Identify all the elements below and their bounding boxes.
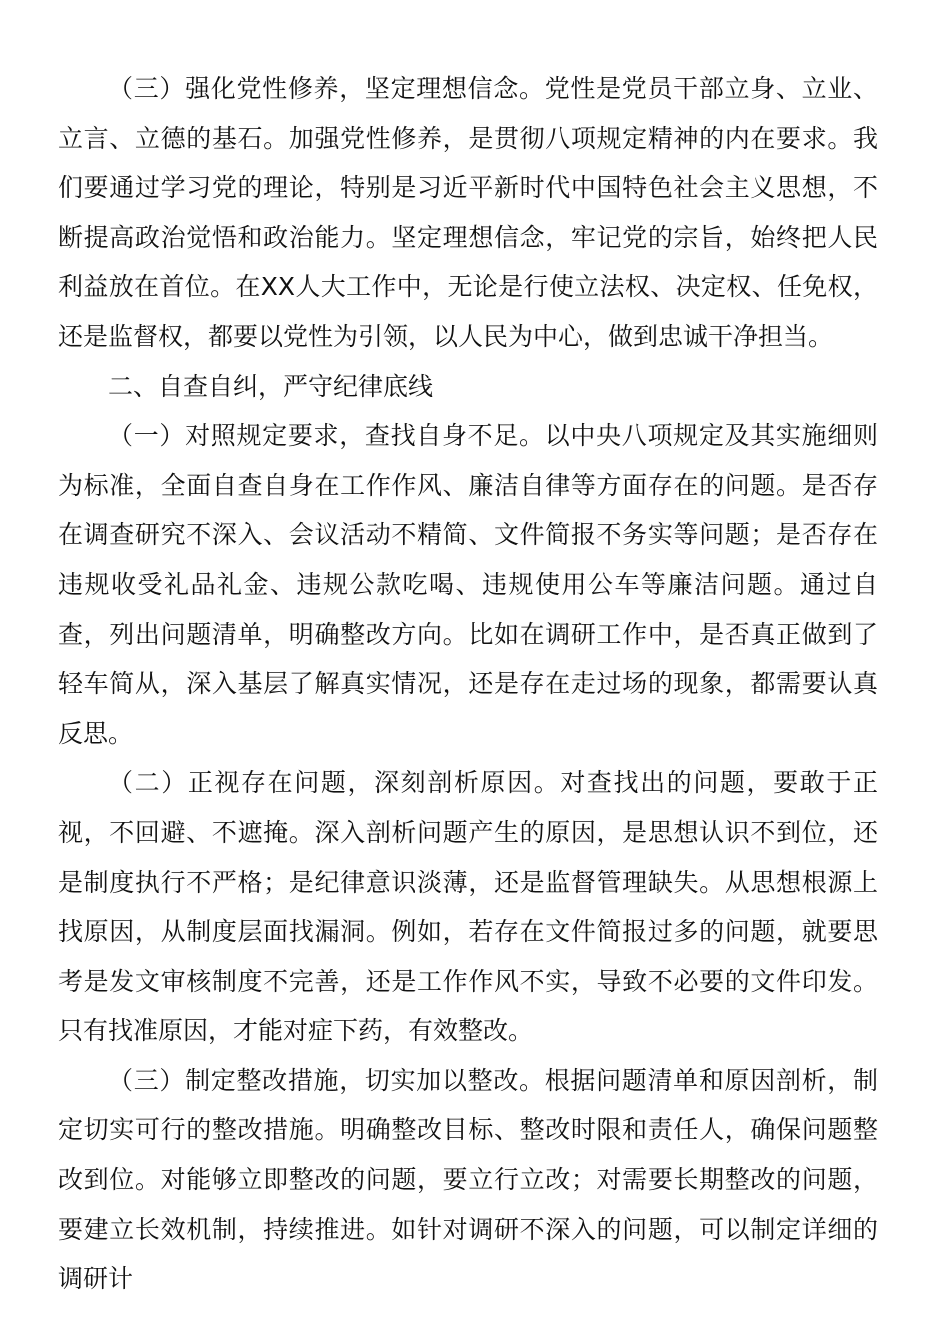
paragraph-rectification-measures: （三）制定整改措施，切实加以整改。根据问题清单和原因剖析，制定切实可行的整改措施。明确整改目标、整改时限和责任人，确保问题整改到位。对能够立即整改的问题，要立行立改；对需要长期整改的问题，要建立长效机制，持续推进。如针对调研不深入的问题，可以制定详细的调研计 (58, 1065, 878, 1294)
paragraph-strengthen-party-spirit: （三）强化党性修养，坚定理想信念。党性是党员干部立身、立业、立言、立德的基石。加强党性修养，是贯彻八项规定精神的内在要求。我们要通过学习党的理论，特别是习近平新时代中国特色社会主义思想，不断提高政治觉悟和政治能力。坚定理想信念，牢记党的宗旨，始终把人民利益放在首位。在XX人大工作中，无论是行使立法权、决定权、任免权，还是监督权，都要以党性为引领，以人民为中心，做到忠诚干净担当。 (58, 74, 878, 351)
section-heading-self-inspection: 二、自查自纠，严守纪律底线 (108, 371, 434, 401)
paragraph-analyze-causes: （二）正视存在问题，深刻剖析原因。对查找出的问题，要敢于正视，不回避、不遮掩。深入剖析问题产生的原因，是思想认识不到位，还是制度执行不严格；是纪律意识淡薄，还是监督管理缺失。从思想根源上找原因，从制度层面找漏洞。例如，若存在文件简报过多的问题，就要思考是发文审核制度不完善，还是工作作风不实，导致不必要的文件印发。只有找准原因，才能对症下药，有效整改。 (58, 768, 878, 1046)
document-page (58, 64, 878, 1304)
paragraph-check-against-rules: （一）对照规定要求，查找自身不足。以中央八项规定及其实施细则为标准，全面自查自身在工作作风、廉洁自律等方面存在的问题。是否存在调查研究不深入、会议活动不精简、文件简报不务实等问题；是否存在违规收受礼品礼金、违规公款吃喝、违规使用公车等廉洁问题。通过自查，列出问题清单，明确整改方向。比如在调研工作中，是否真正做到了轻车简从，深入基层了解真实情况，还是存在走过场的现象，都需要认真反思。 (58, 421, 878, 748)
